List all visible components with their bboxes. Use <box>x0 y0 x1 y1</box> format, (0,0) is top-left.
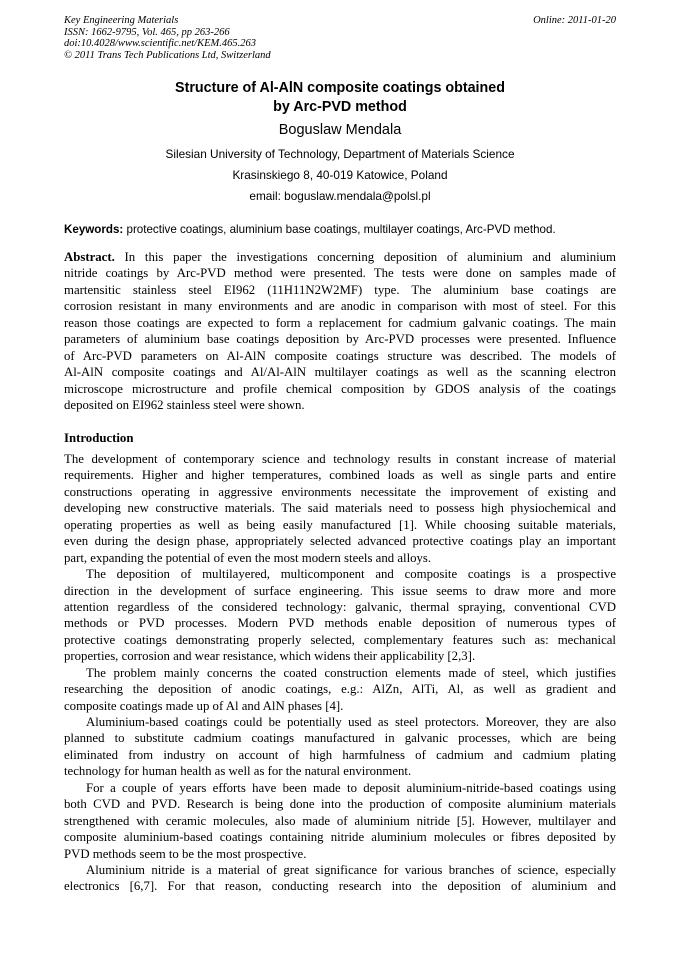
body-line: methods or PVD processes. Modern PVD methods enable deposition of numerous types of <box>64 616 616 631</box>
abstract-line: nitride coatings by Arc-PVD method were presented. The tests were done on samples made of <box>64 266 616 281</box>
author-name: Boguslaw Mendala <box>278 122 402 138</box>
body-line: properties, corrosion and wear resistance, which widens their applicability [2,3]. <box>64 649 476 664</box>
body-line: operating properties as well as being easily manufactured [1]. While choosing suitable materials, <box>64 517 616 532</box>
online-date: Online: 2011-01-20 <box>533 15 616 26</box>
abstract-line: corrosion resistant in many environments and are anodic in comparison with most of steel. For this <box>64 299 616 314</box>
body-line: constructions operating in aggressive environments necessitate the improvement of existing and <box>64 484 616 499</box>
body-line: For a couple of years efforts have been made to deposit aluminium-nitride-based coatings using <box>86 780 616 795</box>
body-line: planned to substitute cadmium coatings manufactured in galvanic processes, which are being <box>64 731 616 746</box>
body-line: technology for human health as well as for the natural environment. <box>64 764 412 779</box>
affiliation-institution: Silesian University of Technology, Department of Materials Science <box>165 147 515 161</box>
abstract-line: Al-AlN composite coatings and Al/Al-AlN multilayer coatings as well as the scanning electron <box>64 365 616 380</box>
section-heading-introduction: Introduction <box>64 431 134 445</box>
body-line: both CVD and PVD. Research is being done into the production of composite aluminium materials <box>64 797 616 812</box>
abstract-line: deposited on EI962 stainless steel were shown. <box>64 397 305 412</box>
introduction-body <box>64 451 616 895</box>
body-line: protective coatings demonstrating properly selected, complementary features such as: mechanical <box>64 632 616 647</box>
body-line: composite aluminium-based coatings containing nitride aluminium molecules or fibres deposited by <box>64 830 616 845</box>
abstract-label: Abstract. <box>64 250 115 264</box>
author-email: email: boguslaw.mendala@polsl.pl <box>249 189 431 203</box>
keywords <box>64 223 616 237</box>
title-line-1: Structure of Al-AlN composite coatings obtained <box>175 80 505 96</box>
body-line: strengthened with ceramic molecules, also made of aluminium nitride [5]. However, multilayer and <box>64 813 616 828</box>
issn-line: ISSN: 1662-9795, Vol. 465, pp 263-266 <box>64 26 230 38</box>
body-line: direction in the development of surface engineering. This issue seems to draw more and more <box>64 583 616 598</box>
abstract <box>64 249 616 413</box>
journal-name: Key Engineering Materials <box>64 15 179 26</box>
abstract-line: parameters of aluminium base coatings deposition by Arc-PVD processes were presented. Influence <box>64 332 616 347</box>
body-line: The development of contemporary science and technology results in constant increase of material <box>64 452 616 466</box>
abstract-line: of Arc-PVD parameters on Al-AlN composite coatings structure was described. The models of <box>64 348 616 363</box>
body-line: The problem mainly concerns the coated construction elements made of steel, which justifies <box>86 665 616 680</box>
abstract-line: microscope microstructure and profile chemical composition by GDOS analysis of the coatings <box>64 381 616 396</box>
affiliation-address: Krasinskiego 8, 40-019 Katowice, Poland <box>232 168 448 182</box>
body-line: developing new constructive materials. The said materials need to possess high physiochemical and <box>64 501 616 516</box>
body-line: researching the deposition of anodic coatings, e.g.: AlZn, AlTi, Al, as well as gradient and <box>64 682 616 697</box>
body-line: electronics [6,7]. For that reason, conducting research into the deposition of aluminium and <box>64 879 616 894</box>
keywords-label: Keywords: <box>64 223 124 236</box>
body-line: requirements. Higher and higher temperatures, combined loads as well as single parts and entire <box>64 468 616 483</box>
doi-line: doi:10.4028/www.scientific.net/KEM.465.263 <box>64 38 256 50</box>
body-line: part, expanding the potential of even the most modern steels and alloys. <box>64 550 432 565</box>
title-line-2: by Arc-PVD method <box>273 98 407 115</box>
copyright-line: © 2011 Trans Tech Publications Ltd, Switzerland <box>64 49 271 61</box>
body-line: eliminated from industry on account of high harmfulness of cadmium and cadmium plating <box>64 747 616 762</box>
body-line: Aluminium nitride is a material of great significance for various branches of science, especially <box>86 862 616 877</box>
abstract-line: reason those coatings are expected to form a replacement for cadmium galvanic coatings. The main <box>64 315 616 330</box>
body-line: attention regardless of the considered technology: galvanic, thermal spraying, conventional CVD <box>64 599 616 614</box>
body-line: composite coatings made up of Al and AlN phases [4]. <box>64 698 344 713</box>
abstract-line: Abstract. In this paper the investigations concerning deposition of aluminium and aluminium <box>64 250 616 264</box>
body-line: The deposition of multilayered, multicomponent and composite coatings is a prospective <box>86 567 616 582</box>
abstract-line: martensitic stainless steel EI962 (11H11N2W2MF) type. The aluminium base coatings are <box>64 282 616 297</box>
body-line: PVD methods seem to be the most prospective. <box>64 846 307 861</box>
keywords-text: protective coatings, aluminium base coatings, multilayer coatings, Arc-PVD method. <box>123 223 556 236</box>
journal-header <box>64 15 616 61</box>
paper-title <box>64 79 616 116</box>
body-line: even during the design phase, appropriately selected advanced protective coatings play an important <box>64 534 616 549</box>
body-line: Aluminium-based coatings could be potentially used as steel protectors. Moreover, they are also <box>86 715 616 729</box>
